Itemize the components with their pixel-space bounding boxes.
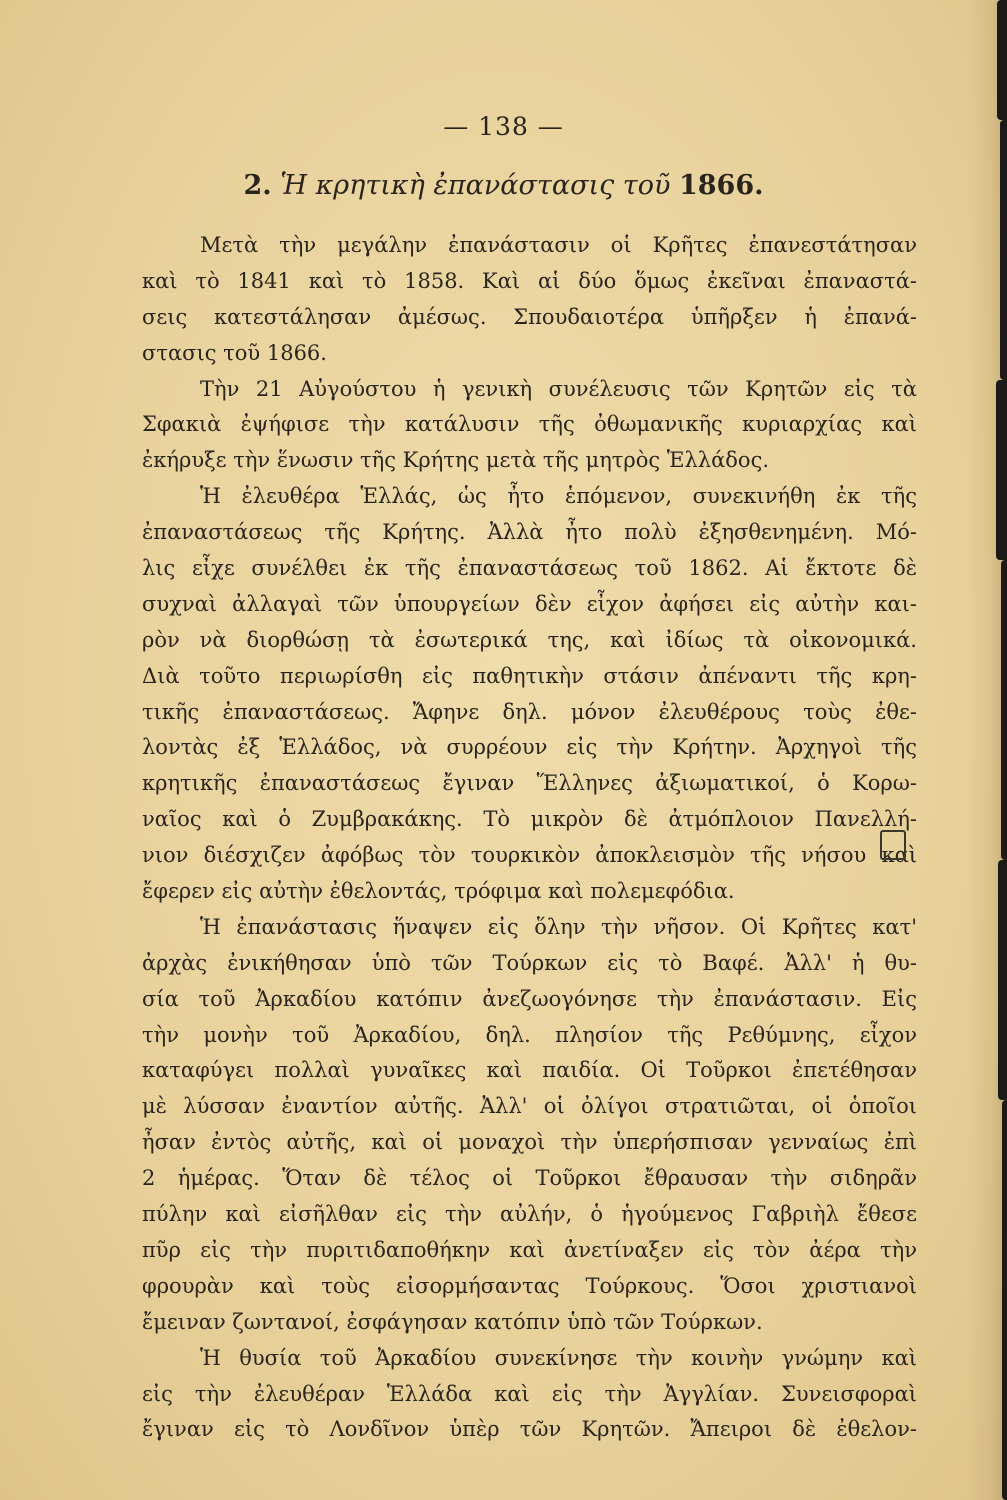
text-line: ἔμειναν ζωντανοί, ἐσφάγησαν κατόπιν ὑπὸ τῶν Τούρκων. [142,1309,763,1334]
section-heading [0,170,1007,201]
ink-mark [880,830,906,860]
text-line: μὲ λύσσαν ἐναντίον αὐτῆς. Ἀλλ' οἱ ὀλίγοι στρατιῶται, οἱ ὁποῖοι [142,1094,917,1119]
body-text [142,228,917,1448]
text-line: Σφακιὰ ἐψήφισε τὴν κατάλυσιν τῆς ὀθωμανικῆς κυριαρχίας καὶ [142,412,917,437]
text-line: στασις τοῦ 1866. [142,340,327,365]
torn-right-edge [995,0,1007,1500]
text-line: Ἡ θυσία τοῦ Ἀρκαδίου συνεκίνησε τὴν κοινὴν γνώμην καὶ [200,1345,917,1370]
text-line: λις εἶχε συνέλθει ἐκ τῆς ἐπαναστάσεως τοῦ 1862. Αἱ ἔκτοτε δὲ [142,556,917,581]
text-line: ἔφερεν εἰς αὐτὴν ἐθελοντάς, τρόφιμα καὶ πολεμεφόδια. [142,879,735,904]
text-line: Τὴν 21 Αὐγούστου ἡ γενικὴ συνέλευσις τῶν Κρητῶν εἰς τὰ [200,376,917,401]
text-line: ἦσαν ἐντὸς αὐτῆς, καὶ οἱ μοναχοὶ τὴν ὑπερήσπισαν γενναίως ἐπὶ [142,1130,917,1155]
section-number: 2. [243,170,272,201]
text-line: νιον διέσχιζεν ἀφόβως τὸν τουρκικὸν ἀποκλεισμὸν τῆς νήσου καὶ [142,843,917,868]
text-line: Διὰ τοῦτο περιωρίσθη εἰς παθητικὴν στάσιν ἀπέναντι τῆς κρη- [142,663,917,688]
text-line: εἰς τὴν ἐλευθέραν Ἑλλάδα καὶ εἰς τὴν Ἀγγλίαν. Συνεισφοραὶ [142,1381,917,1406]
text-line: ρὸν νὰ διορθώσῃ τὰ ἐσωτερικά της, καὶ ἰδίως τὰ οἰκονομικά. [142,627,917,652]
text-line: καταφύγει πολλαὶ γυναῖκες καὶ παιδία. Οἱ Τοῦρκοι ἐπετέθησαν [142,1058,917,1083]
text-line: ἔγιναν εἰς τὸ Λονδῖνον ὑπὲρ τῶν Κρητῶν. Ἄπειροι δὲ ἐθελον- [142,1417,917,1442]
text-line: καὶ τὸ 1841 καὶ τὸ 1858. Καὶ αἱ δύο ὅμως ἐκεῖναι ἐπαναστά- [142,268,917,293]
text-line: 2 ἡμέρας. Ὅταν δὲ τέλος οἱ Τοῦρκοι ἔθραυσαν τὴν σιδηρᾶν [142,1166,917,1191]
text-line: ναῖος καὶ ὁ Ζυμβρακάκης. Τὸ μικρὸν δὲ ἀτμόπλοιον Πανελλή- [142,807,917,832]
text-line: τὴν μονὴν τοῦ Ἀρκαδίου, δηλ. πλησίον τῆς Ρεθύμνης, εἶχον [142,1022,917,1047]
text-line: σεις κατεστάλησαν ἀμέσως. Σπουδαιοτέρα ὑπῆρξεν ἡ ἐπανά- [142,304,917,329]
text-line: ἐπαναστάσεως τῆς Κρήτης. Ἀλλὰ ἦτο πολὺ ἐξησθενημένη. Μό- [142,520,917,545]
text-line: Μετὰ τὴν μεγάλην ἐπανάστασιν οἱ Κρῆτες ἐπανεστάτησαν [200,233,917,257]
text-line: Ἡ ἐλευθέρα Ἑλλάς, ὡς ἦτο ἑπόμενον, συνεκινήθη ἐκ τῆς [200,484,917,509]
text-line: λοντὰς ἐξ Ἑλλάδος, νὰ συρρέουν εἰς τὴν Κρήτην. Ἀρχηγοὶ τῆς [142,735,917,760]
section-title-text: Ἡ κρητικὴ ἐπανάστασις τοῦ [280,170,671,201]
text-line: τικῆς ἐπαναστάσεως. Ἄφηνε δηλ. μόνον ἐλευθέρους τοὺς ἐθε- [142,699,917,724]
text-line: πῦρ εἰς τὴν πυριτιδαποθήκην καὶ ἀνετίναξεν εἰς τὸν ἀέρα τὴν [142,1237,917,1262]
text-line: συχναὶ ἀλλαγαὶ τῶν ὑπουργείων δὲν εἶχον ἀφήσει εἰς αὐτὴν και- [142,591,917,616]
text-line: κρητικῆς ἐπαναστάσεως ἔγιναν Ἕλληνες ἀξιωματικοί, ὁ Κορω- [142,771,917,796]
text-line: φρουρὰν καὶ τοὺς εἰσορμήσαντας Τούρκους. Ὅσοι χριστιανοὶ [142,1273,917,1298]
text-line: Ἡ ἐπανάστασις ἥναψεν εἰς ὅλην τὴν νῆσον. Οἱ Κρῆτες κατ' [200,914,917,939]
section-title-year: 1866. [678,170,764,201]
text-line: σία τοῦ Ἀρκαδίου κατόπιν ἀνεζωογόνησε τὴν ἐπανάστασιν. Εἰς [142,986,917,1011]
page-number: — 138 — [443,112,564,141]
text-line: πύλην καὶ εἰσῆλθαν εἰς τὴν αὐλήν, ὁ ἡγούμενος Γαβριὴλ ἔθεσε [142,1202,917,1227]
text-line: ἐκήρυξε τὴν ἕνωσιν τῆς Κρήτης μετὰ τῆς μητρὸς Ἑλλάδος. [142,448,770,473]
text-line: ἀρχὰς ἐνικήθησαν ὑπὸ τῶν Τούρκων εἰς τὸ Βαφέ. Ἀλλ' ἡ θυ- [142,950,917,975]
